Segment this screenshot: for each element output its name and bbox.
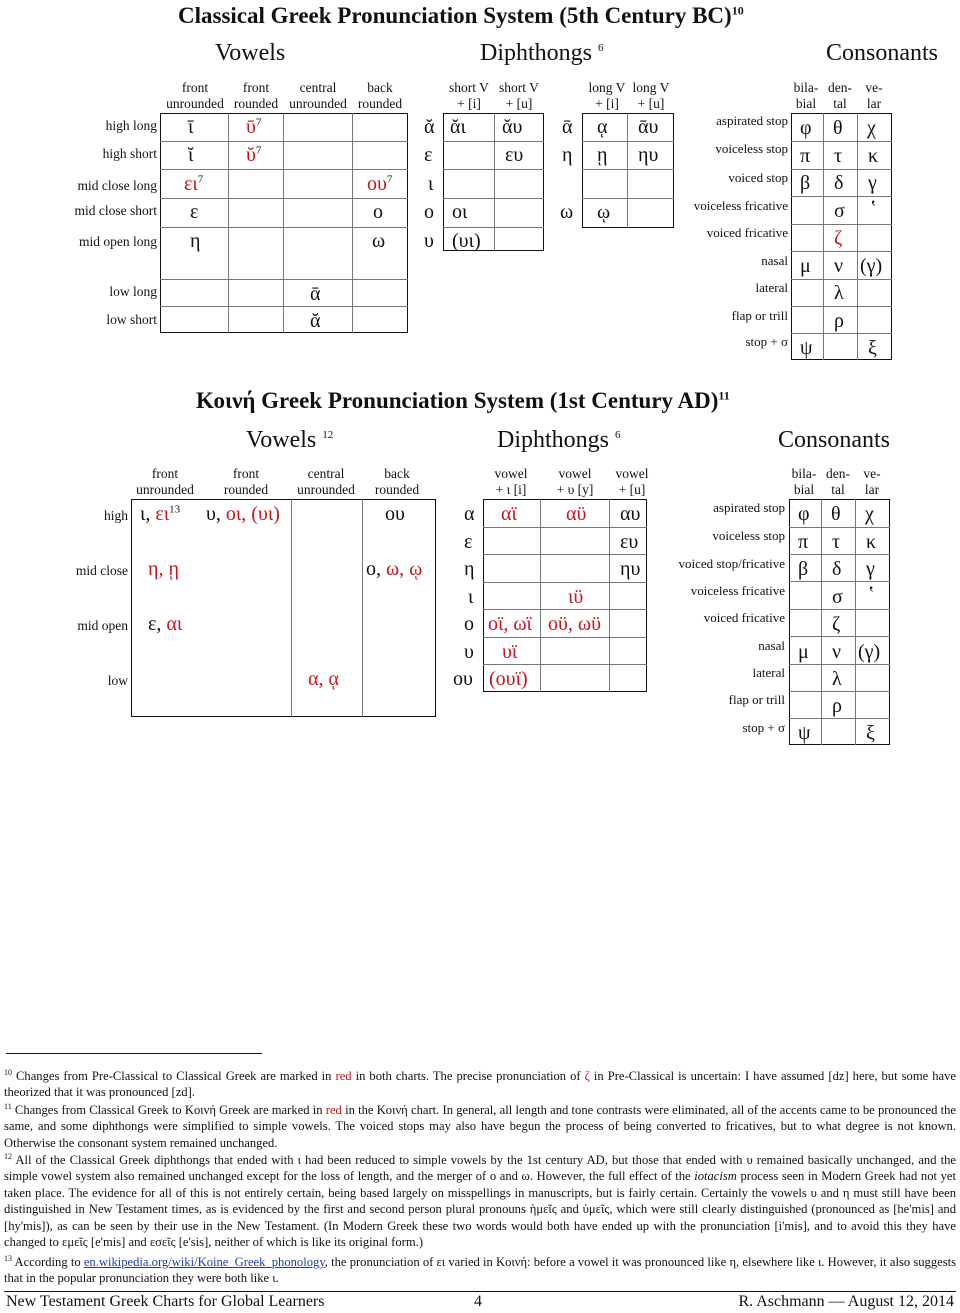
koine-diph-oy-wy: οϋ, ωϋ xyxy=(548,613,601,635)
divider xyxy=(791,279,892,280)
classical-cons-pi: π xyxy=(800,145,811,167)
koine-cons-kappa: κ xyxy=(866,531,877,553)
classical-cons-label: lateral xyxy=(755,280,788,295)
classical-diphthongs-heading: Diphthongs $^6$ xyxy=(480,40,604,66)
koine-cons-gamma: γ xyxy=(866,558,875,580)
classical-consonants-heading: Consonants xyxy=(826,40,939,66)
classical-vowel-ou: $o\upsilon^7$ xyxy=(367,173,393,195)
koine-cons-delta: δ xyxy=(832,558,842,580)
koine-vowel-eta: η, ῃ xyxy=(148,558,179,580)
classical-cons-col-dental: den- tal xyxy=(828,80,852,111)
koine-cons-pi: π xyxy=(798,531,809,553)
classical-row-low-short: low short xyxy=(106,312,157,327)
koine-cons-col-bilabial: bila- bial xyxy=(791,466,817,497)
classical-row-high-short: high short xyxy=(102,146,157,161)
koine-diph-base: ο xyxy=(464,613,474,635)
classical-diph-long-ei: ῃ xyxy=(597,144,608,166)
classical-row-mid-open-long: mid open long xyxy=(79,234,157,249)
footnote-12: $^{12}$ All of the Classical Greek diphthongs that ended with ι had been reduced to simple vowels by the 1st century AD, but those that ended with υ remained basically unchanged, and the simple vowel system also remained unchanged except for the loss of length, and the merger of ο and ω. However, the full effect of the iotacism process seen in Modern Greek had not yet taken place. The evidence for all of this is not entirely certain, being based largely on misspellings in manuscripts, but is fairly certain. Certainly the vowels υ and η must still have been distinguished in New Testament times, as is evidenced by the first and second person plural pronouns ἡμεῖς and ὑμεῖς, which were still clearly distinguished (pronounced as [he'mis] and [hy'mis]), as can be seen by their use in the New Testament. (In Modern Greek these two words would both have ended up with the pronunciation [i'mis], and to avoid this they have changed to εμεῖς [e'mis] and εσεῖς [e'sis], neither of which is like its original form.) xyxy=(4,1151,956,1250)
classical-cons-psi: ψ xyxy=(800,337,813,359)
classical-diph-long-base: ᾱ xyxy=(562,116,573,138)
koine-diph-oi-wi: οϊ, ωϊ xyxy=(488,613,532,635)
classical-cons-label: stop + σ xyxy=(745,334,788,349)
classical-cons-label: voiced fricative xyxy=(706,225,788,240)
classical-row-high-long: high long xyxy=(105,118,157,133)
divider xyxy=(483,664,647,665)
divider xyxy=(483,527,647,528)
classical-col-back-rounded: back rounded xyxy=(357,80,403,111)
classical-diph-long-ai: ᾳ xyxy=(597,116,608,138)
classical-cons-sigma: σ xyxy=(834,200,845,222)
koine-diph-col-i: vowel + ι [i] xyxy=(494,466,528,497)
divider xyxy=(160,169,408,170)
classical-vowel-short-u: ῠ$^7$ xyxy=(246,144,262,166)
koine-diph-col-u: vowel + [u] xyxy=(615,466,649,497)
divider xyxy=(228,113,229,333)
koine-diph-oui: (ουϊ) xyxy=(489,668,528,690)
classical-cons-label: voiceless stop xyxy=(715,141,788,156)
classical-cons-zeta: ζ xyxy=(834,227,843,249)
koine-col-front-unrounded: front unrounded xyxy=(136,466,194,497)
koine-vowels-heading: Vowels $^{12}$ xyxy=(246,427,334,453)
koine-cons-tau: τ xyxy=(832,531,841,553)
classical-col-front-rounded: front rounded xyxy=(233,80,279,111)
koine-diph-base: ε xyxy=(464,531,473,553)
koine-cons-label: voiceless stop xyxy=(712,528,785,543)
koine-cons-label: aspirated stop xyxy=(713,500,785,515)
divider xyxy=(791,224,892,225)
divider xyxy=(791,141,892,142)
classical-cons-label: aspirated stop xyxy=(716,113,788,128)
divider xyxy=(352,113,353,333)
classical-cons-lambda: λ xyxy=(834,282,844,304)
koine-cons-theta: θ xyxy=(831,503,841,525)
koine-vowel-ou: ου xyxy=(385,503,405,525)
classical-vowel-chart xyxy=(160,113,408,333)
classical-cons-tau: τ xyxy=(834,145,843,167)
classical-cons-kappa: κ xyxy=(868,145,879,167)
footnote-13: $^{13}$ According to en.wikipedia.org/wiki/Koine_Greek_phonology, the pronunciation of ει varied in Κοινή: before a vowel it was pronounced like η, elsewhere like ι. However, it also suggests that in the popular pronunciation they were both like ι. xyxy=(4,1253,957,1286)
divider xyxy=(791,251,892,252)
classical-vowel-omega: ω xyxy=(372,230,386,252)
footer-rule xyxy=(4,1291,956,1292)
divider xyxy=(791,196,892,197)
classical-vowel-epsilon: ε xyxy=(190,201,199,223)
koine-diph-base: ου xyxy=(453,668,473,690)
wikipedia-link[interactable]: en.wikipedia.org/wiki/Koine_Greek_phonology xyxy=(83,1255,325,1269)
koine-cons-psi: ψ xyxy=(798,722,811,744)
classical-cons-label: nasal xyxy=(761,253,788,268)
divider xyxy=(823,113,824,360)
koine-cons-rough-breathing: ʽ xyxy=(868,583,875,605)
classical-row-low-long: low long xyxy=(109,284,157,299)
koine-row-mid-close: mid close xyxy=(75,563,128,578)
classical-cons-phi: φ xyxy=(800,117,812,139)
koine-col-back-rounded: back rounded xyxy=(374,466,420,497)
classical-cons-mu: μ xyxy=(800,255,811,277)
classical-vowel-long-u: ῡ$^7$ xyxy=(246,116,262,138)
koine-diph-hu: ηυ xyxy=(620,558,641,580)
classical-cons-rough-breathing: ʽ xyxy=(870,197,877,219)
classical-diph-au: ᾰυ xyxy=(502,116,523,138)
koine-diph-ai: αϊ xyxy=(501,503,517,525)
classical-vowel-ei: $\varepsilon\iota^7$ xyxy=(184,173,204,195)
classical-vowel-long-a: ᾱ xyxy=(310,283,321,305)
divider xyxy=(857,113,858,360)
classical-diph-base: ο xyxy=(424,201,434,223)
divider xyxy=(160,227,408,228)
classical-diph-long-au: ᾱυ xyxy=(638,116,659,138)
koine-cons-label: stop + σ xyxy=(742,720,785,735)
koine-diph-au: αυ xyxy=(620,503,641,525)
koine-vowel-e-ai: ε, αι xyxy=(148,613,183,635)
divider xyxy=(160,306,408,307)
koine-diphthongs-heading: Diphthongs $^6$ xyxy=(497,427,621,453)
divider xyxy=(789,554,890,555)
page-number: 4 xyxy=(474,1293,482,1310)
classical-cons-gamma: γ xyxy=(868,172,877,194)
classical-cons-theta: θ xyxy=(833,117,843,139)
koine-cons-label: nasal xyxy=(758,638,785,653)
koine-vowel-chart xyxy=(131,499,436,717)
classical-cons-chi: χ xyxy=(867,117,876,139)
classical-vowel-long-i: ῑ xyxy=(188,116,194,138)
divider xyxy=(362,499,363,717)
divider xyxy=(791,169,892,170)
footer-author-date: R. Aschmann — August 12, 2014 xyxy=(738,1293,954,1310)
koine-title: Κοινή Greek Pronunciation System (1st Century AD)$^{11}$ xyxy=(196,388,730,413)
divider xyxy=(483,554,647,555)
koine-cons-sigma: σ xyxy=(832,586,843,608)
divider xyxy=(494,113,495,251)
koine-cons-col-dental: den- tal xyxy=(826,466,850,497)
koine-cons-phi: φ xyxy=(798,503,810,525)
koine-cons-nasal-gamma: (γ) xyxy=(858,641,881,663)
divider xyxy=(160,198,408,199)
koine-cons-rho: ρ xyxy=(832,695,842,717)
divider xyxy=(789,636,890,637)
classical-cons-label: voiced stop xyxy=(728,170,788,185)
footnote-separator xyxy=(6,1053,262,1054)
koine-cons-nu: ν xyxy=(832,641,842,663)
divider xyxy=(291,499,292,717)
divider xyxy=(791,333,892,334)
classical-vowel-short-a: ᾰ xyxy=(310,310,321,332)
koine-diph-eu: ευ xyxy=(620,531,639,553)
koine-cons-label: voiceless fricative xyxy=(690,583,785,598)
koine-diph-base: α xyxy=(464,503,475,525)
divider xyxy=(483,609,647,610)
divider xyxy=(791,306,892,307)
koine-diph-base: η xyxy=(464,558,475,580)
classical-diph-ai: ᾰι xyxy=(450,116,466,138)
koine-diph-iy: ιϋ xyxy=(568,586,584,608)
classical-vowel-short-i: ῐ xyxy=(188,144,194,166)
classical-vowels-heading: Vowels xyxy=(215,40,286,66)
koine-row-high: high xyxy=(103,508,128,523)
koine-diph-base: υ xyxy=(464,641,474,663)
classical-diph-col-long-u: long V + [u] xyxy=(632,80,670,111)
classical-diph-base: ι xyxy=(428,173,434,195)
classical-diph-col-short-i: short V + [i] xyxy=(449,80,489,111)
koine-cons-label: voiced stop/fricative xyxy=(678,556,785,571)
koine-cons-label: flap or trill xyxy=(728,692,785,707)
classical-cons-nu: ν xyxy=(834,255,844,277)
classical-title: Classical Greek Pronunciation System (5th Century BC)$^{10}$ xyxy=(178,3,744,28)
divider xyxy=(627,113,628,228)
divider xyxy=(789,664,890,665)
classical-diph-col-long-i: long V + [i] xyxy=(588,80,626,111)
footnote-10: $^{10}$ Changes from Pre-Classical to Classical Greek are marked in red in both charts. The precise pronunciation of ζ in Pre-Classical is uncertain: I have assumed [dz] here, but some have theorized that it was pronounced [zd]. xyxy=(4,1067,957,1100)
divider xyxy=(789,691,890,692)
divider xyxy=(855,499,856,745)
classical-col-front-unrounded: front unrounded xyxy=(166,80,224,111)
classical-cons-rho: ρ xyxy=(834,310,844,332)
divider xyxy=(160,141,408,142)
classical-cons-beta: β xyxy=(800,172,811,194)
koine-vowel-a: α, ᾳ xyxy=(308,668,339,690)
footnote-11: $^{11}$ Changes from Classical Greek to Κοινή Greek are marked in red in the Κοινή chart. In general, all length and tone contrasts were eliminated, all of the accents came to be pronounced the same, and some diphthongs were simplified to simple vowels. The voiced stops may also have begun the process of being converted to fricatives, but to what degree is not known. Otherwise the consonant system remained unchanged. xyxy=(4,1101,956,1150)
koine-cons-col-velar: ve- lar xyxy=(863,466,881,497)
classical-cons-xi: ξ xyxy=(868,337,877,359)
koine-vowel-o-omega: ο, ω, ῳ xyxy=(366,558,423,580)
koine-diph-ay: αϋ xyxy=(566,503,587,525)
classical-cons-label: flap or trill xyxy=(731,308,788,323)
classical-diph-long-oi: ῳ xyxy=(597,201,611,223)
classical-cons-delta: δ xyxy=(834,172,844,194)
koine-consonants-heading: Consonants xyxy=(778,427,891,453)
divider xyxy=(483,582,647,583)
koine-row-mid-open: mid open xyxy=(77,618,128,633)
divider xyxy=(160,279,408,280)
classical-diph-long-base: ω xyxy=(560,201,574,223)
classical-vowel-omicron: ο xyxy=(373,201,383,223)
classical-vowel-eta: η xyxy=(190,230,201,252)
classical-diph-base: ε xyxy=(424,144,433,166)
koine-row-low: low xyxy=(107,673,128,688)
classical-cons-nasal-gamma: (γ) xyxy=(860,255,883,277)
koine-cons-chi: χ xyxy=(865,503,874,525)
divider xyxy=(789,718,890,719)
footer-title: New Testament Greek Charts for Global Learners xyxy=(6,1293,325,1310)
divider xyxy=(789,527,890,528)
classical-row-mid-close-long: mid close long xyxy=(77,178,157,193)
classical-cons-col-bilabial: bila- bial xyxy=(793,80,819,111)
koine-diph-base: ι xyxy=(468,586,474,608)
classical-diph-col-short-u: short V + [u] xyxy=(499,80,539,111)
classical-diph-eu: ευ xyxy=(505,144,524,166)
classical-cons-col-velar: ve- lar xyxy=(865,80,883,111)
koine-col-central-unrounded: central unrounded xyxy=(297,466,355,497)
koine-vowel-i-ei: ι, $\varepsilon\iota^{13}$ xyxy=(140,503,181,525)
classical-diph-base: ᾰ xyxy=(424,116,435,138)
koine-cons-label: lateral xyxy=(752,665,785,680)
koine-diph-ui: υϊ xyxy=(502,641,518,663)
koine-cons-lambda: λ xyxy=(832,668,842,690)
koine-cons-zeta: ζ xyxy=(832,613,841,635)
divider xyxy=(789,609,890,610)
koine-diph-col-y: vowel + υ [y] xyxy=(556,466,594,497)
classical-diph-long-eu: ηυ xyxy=(638,144,659,166)
divider xyxy=(821,499,822,745)
koine-cons-mu: μ xyxy=(798,641,809,663)
classical-col-central-unrounded: central unrounded xyxy=(289,80,347,111)
koine-vowel-u-oi: υ, οι, (υι) xyxy=(206,503,280,525)
classical-diph-oi: οι xyxy=(452,201,468,223)
koine-cons-xi: ξ xyxy=(866,722,875,744)
divider xyxy=(789,581,890,582)
koine-cons-label: voiced fricative xyxy=(703,610,785,625)
divider xyxy=(283,113,284,333)
koine-cons-beta: β xyxy=(798,558,809,580)
koine-col-front-rounded: front rounded xyxy=(223,466,269,497)
classical-row-mid-close-short: mid close short xyxy=(74,203,157,218)
classical-diph-long-base: η xyxy=(562,144,573,166)
classical-diph-base: υ xyxy=(424,230,434,252)
divider xyxy=(483,637,647,638)
classical-diph-ui: (υι) xyxy=(452,230,481,252)
classical-cons-label: voiceless fricative xyxy=(693,198,788,213)
